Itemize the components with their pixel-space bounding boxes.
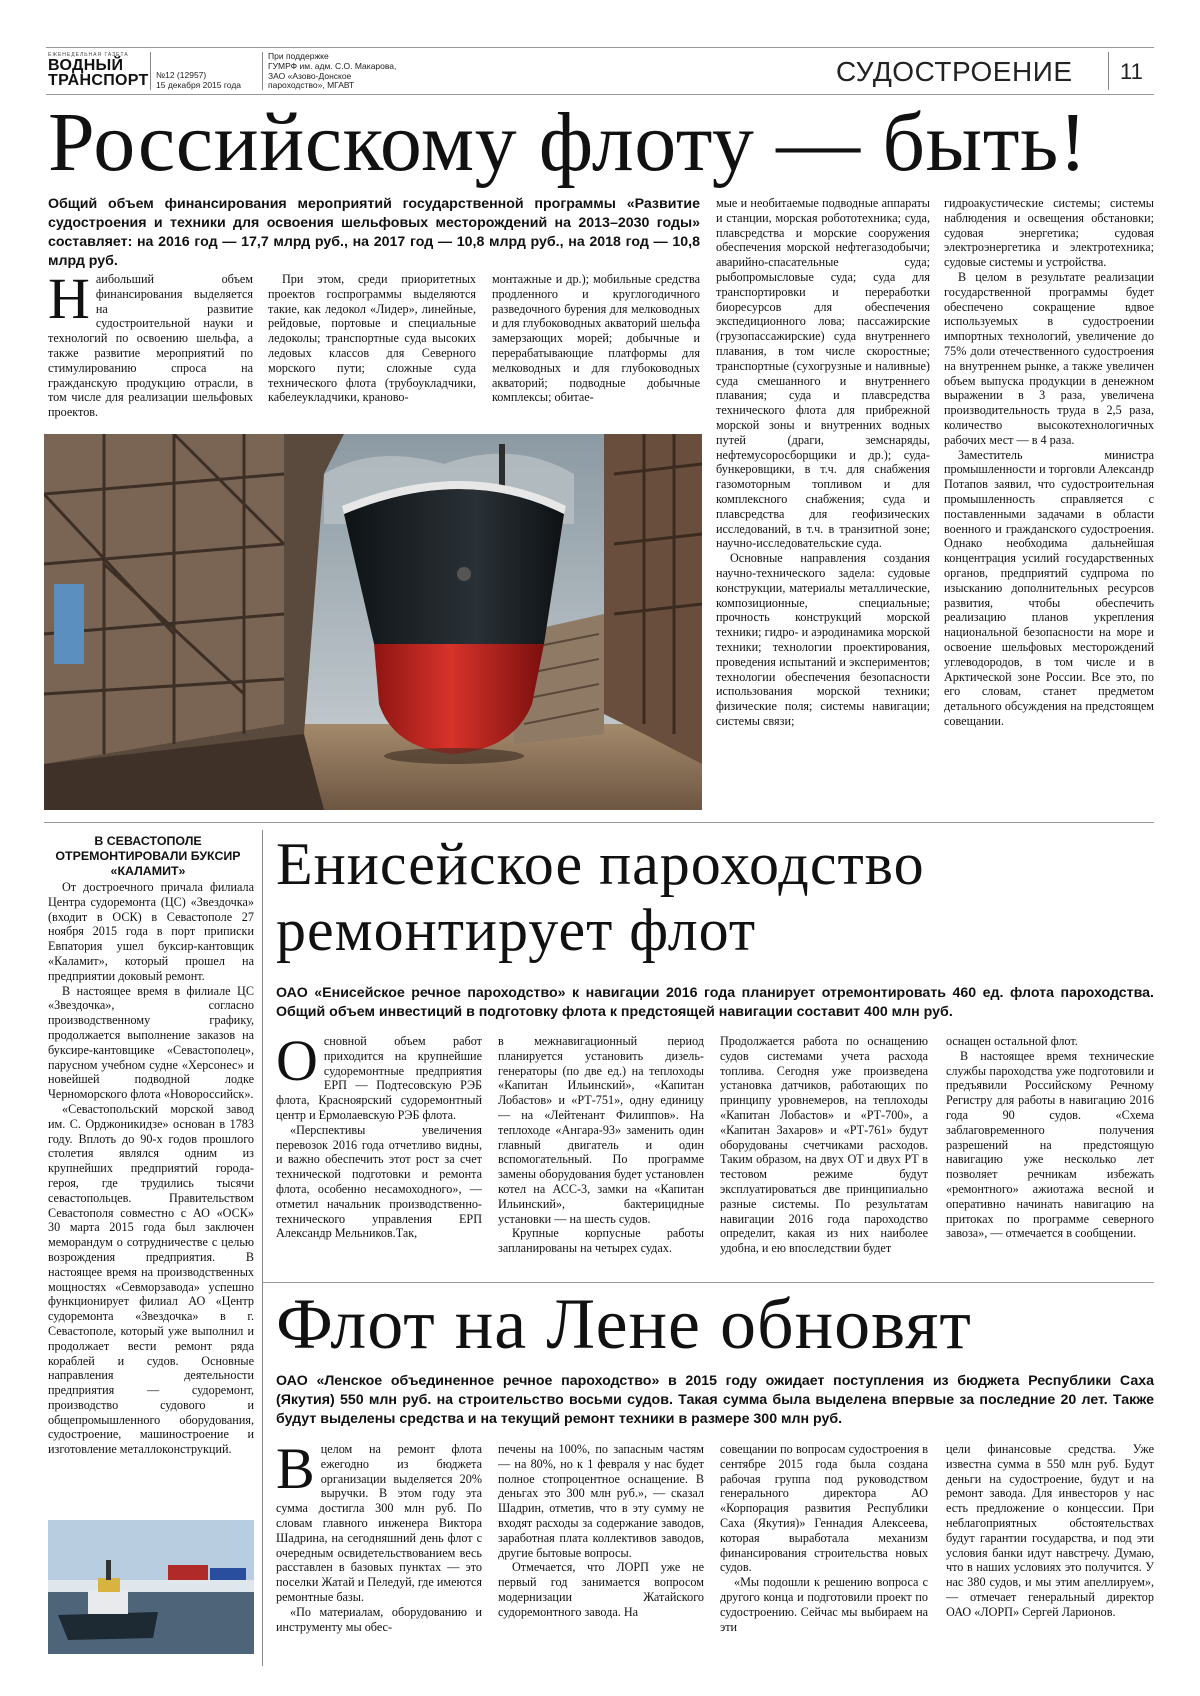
article2-text: Крупные корпусные работы запланированы на четырех судах. <box>498 1226 704 1256</box>
article1-lead: Общий объем финансирования мероприятий государственной программы «Развитие судостроения и техники для освоения шельфовых месторождений на 2013–2030 годы» составляет: на 2016 год — 17,7 млрд руб., на 2017 год — 10,8 млрд руб., на 2018 год — 10,8 млрд руб. <box>48 196 700 269</box>
support-line: ЗАО «Азово-Донское <box>268 70 352 81</box>
issue-info <box>156 70 241 90</box>
article2-headline-line2: ремонтирует флот <box>276 897 757 963</box>
article3-col3 <box>720 1442 928 1668</box>
sidebar-divider <box>262 830 263 1666</box>
article2-text: Продолжается работа по оснащению судов системами учета расхода топлива. Сегодня уже произведена установка датчиков, работающих по принципу уровнемеров, на теплоходы «Капитан Лобастов» и «РТ-700», а «Капитан Захаров» и «РТ-761» будут оборудованы счетчиками расходов. Таким образом, на двух ОТ и двух РТ в тестовом режиме будут эксплуатироваться две принципиально разные системы. По результатам навигации 2016 года пароходство определит, какая из них наиболее удобна, и ею впоследствии будет <box>720 1034 928 1256</box>
support-info <box>268 52 396 91</box>
article3-text: целом на ремонт флота ежегодно из бюджета организации выделяется 20% выручки. В этом году эта сумма достигла 300 млн руб. По словам главного инженера Виктора Шадрина, на сегодняшний день флот с очередным освидетельствованием весь расставлен в базовых пунктах — это поселки Жатай и Пеледуй, где имеются ремонтные базы. <box>276 1442 482 1604</box>
article2-text: в межнавигационный период планируется установить дизель-генераторы (по две ед.) на теплоходы «Капитан Ильинский», «Капитан Лобастов» и «РТ-751», одну единицу — на «Лейтенант Филиппов». На теплоходе «Ангара-93» заменить один главный двигатель и один вспомогательный. По программе замены оборудования будет установлен котел на АСС-3, замки на «Капитан Ильинский», бактерицидные установки — на шесть судов. <box>498 1034 704 1226</box>
article1-text: При этом, среди приоритетных проектов госпрограммы выделяются такие, как ледокол «Лидер», линейные, рейдовые, портовые и специальные ледоколы; транспортные суда высоких ледовых классов для Северного морского пути; сложные суда технического флота (трубоукладчики, кабелеукладчики, краново- <box>268 272 476 405</box>
support-title: При поддержке <box>268 51 329 61</box>
article1-text: В целом в результате реализации государственной программы будет обеспечено сокращение вдвое используемых в судостроении импортных технологий, увеличение до 75% доли отечественного судостроения на внутреннем рынке, а также увеличен объем выпуска продукции в денежном выражении в 3 раза, увеличена производительность труда в 2,5 раза, количество высокотехнологичных рабочих мест — в 4 раза. <box>944 269 1154 447</box>
tugboat-image <box>48 1520 254 1654</box>
dropcap: В <box>276 1442 315 1501</box>
article1-text: Заместитель министра промышленности и торговли Александр Потапов заявил, что судостроительная промышленность справляется с поставленными задачами в области военного и гражданского судостроения. Однако необходима дальнейшая концентрация усилий государственных органов, предприятий судпрома по изысканию дополнительных ресурсов развития, чтобы обеспечить реализацию планов укрепления национальной безопасности на море и освоение шельфовых месторождений углеводородов, в том числе и в Арктической зоне России. Все это, по его словам, станет предметом детального обсуждения на предстоящем совещании. <box>944 447 1154 728</box>
article1-text: Основные направления создания научно-технического задела: судовые конструкции, материалы металлические, композиционные, специальные; прочность конструкций морской техники; гидро- и аэродинамика морской техники; технологии проектирования, проведения испытаний и экспериментов; технологии обеспечения безопасности использования морской техники; физические поля; системы навигации; системы связи; <box>716 551 930 728</box>
article2-text: «Перспективы увеличения перевозок 2016 года отчетливо видны, и важно обеспечить этот рост за счет технической подготовки и ремонта флота, особенно несамоходного», — отметил начальник производственно-технического управления ЕРП Александр Мельников.Так, <box>276 1122 482 1241</box>
section-title: СУДОСТРОЕНИЕ <box>836 56 1073 87</box>
top-rule <box>46 47 1154 48</box>
ship-drydock-photo <box>44 434 702 810</box>
article2-col1 <box>276 1034 482 1270</box>
support-line: ГУМРФ им. адм. С.О. Макарова, <box>268 60 397 71</box>
article2-text: сновной объем работ приходится на крупнейшие судоремонтные предприятия ЕРП — Подтесовскую РЭБ флота, Красноярский судоремонтный центр и Ермолаевскую РЭБ флота. <box>276 1034 482 1122</box>
article2-text: В настоящее время технические службы пароходства уже подготовили и предъявили Российскому Речному Регистру для работы в навигацию 2016 года 90 судов. «Схема заблаговременного получения разрешений на предстоящую навигацию уже несколько лет позволяет речникам избежать «ремонтного» ажиотажа весной и оперативно начинать навигацию на притоках по программе северного завоза», — отмечается в сообщении. <box>946 1048 1154 1241</box>
article3-headline: Флот на Лене обновят <box>276 1284 972 1364</box>
masthead-divider <box>262 52 263 90</box>
sidebar-title: В СЕВАСТОПОЛЕ ОТРЕМОНТИРОВАЛИ БУКСИР «КАЛАМИТ» <box>55 834 241 878</box>
article3-text: печены на 100%, по запасным частям — на 80%, но к 1 февраля у нас будет полное стопроцентное оснащение. В деньгах это 300 млн руб.», — сказал Шадрин, отметив, что в эту сумму не входят расходы за содержание заводов, заработная плата коллективов заводов, другие бытовые вопросы. <box>498 1442 704 1560</box>
article3-col4 <box>946 1442 1154 1668</box>
article1-headline: Российскому флоту — быть! <box>48 96 1088 189</box>
article3-text: Отмечается, что ЛОРП уже не первый год занимается вопросом модернизации Жатайского судоремонтного завода. На <box>498 1560 704 1619</box>
article2-lead: ОАО «Енисейское речное пароходство» к навигации 2016 года планирует отремонтировать 460 ед. флота пароходства. Общий объем инвестиций в подготовку флота к предстоящей навигации составит 400 млн руб. <box>276 985 1154 1020</box>
logo-line2: ТРАНСПОРТ <box>48 72 149 89</box>
section-separator <box>262 1282 1154 1283</box>
article1-col4 <box>716 196 930 810</box>
sidebar-text <box>48 880 254 1512</box>
article3-text: цели финансовые средства. Уже известна сумма в 550 млн руб. Будут деньги на судостроение, будут и на ремонт завода. Для инвесторов у нас есть предложение о концессии. При неблагоприятных обстоятельствах будут гарантии государства, и под эти условия банки идут навстречу. Думаю, что в наших условиях это получится. У нас 380 судов, и мы этим апеллируем», — отмечает генеральный директор ОАО «ЛОРП» Сергей Ларионов. <box>946 1442 1154 1619</box>
dropcap: О <box>276 1034 318 1093</box>
issue-number: №12 (12957) <box>156 70 207 80</box>
page-number: 11 <box>1120 59 1143 84</box>
article3-text: совещании по вопросам судостроения в сентябре 2015 года была создана рабочая группа под руководством генерального директора АО «Корпорация развития Республики Саха (Якутия)» Геннадия Алексеева, которая выработала механизм финансирования строительства новых судов. <box>720 1442 928 1575</box>
article3-text: «По материалам, оборудованию и инструменту мы обес- <box>276 1604 482 1634</box>
logo-line1: ВОДНЫЙ <box>48 57 124 74</box>
article2-headline-line1: Енисейское пароходство <box>276 831 925 897</box>
sidebar-paragraph: От достроечного причала филиала Центра судоремонта (ЦС) «Звездочка» (входит в ОСК) в Севастополе 27 ноября 2015 года в порт приписки Евпатория ушел буксир-кантовщик «Каламит», который прошел на предприятии доковый ремонт. <box>48 880 254 983</box>
logo-small-text: ЕЖЕНЕДЕЛЬНАЯ ГАЗЕТА <box>48 52 129 58</box>
article1-col3 <box>492 272 700 420</box>
article2-text: оснащен остальной флот. <box>946 1034 1078 1048</box>
article3-col1 <box>276 1442 482 1668</box>
article1-col2 <box>268 272 476 420</box>
ship-drydock-image <box>44 434 702 810</box>
article1-text: монтажные и др.); мобильные средства продленного и круглогодичного разведочного бурения для мелководных и для глубоководных акваторий шельфа замерзающих морей; добычные и перерабатывающие платформы для мелководных и для глубоководных акваторий; подводные добычные комплексы; обитае- <box>492 272 700 405</box>
section-separator <box>44 822 1154 823</box>
article2-col3 <box>720 1034 928 1270</box>
article1-text: мые и необитаемые подводные аппараты и станции, морская робототехника; суда, плавсредства и морские сооружения обеспечения морской нефтегазодобычи; аварийно-спасательные суда; рыбопромысловые суда; суда для транспортировки и переработки биоресурсов для обеспечения экспедиционного лова; пассажирские (грузопассажирские) суда внутреннего плавания, в том числе скоростные; транспортные (сухогрузные и наливные) суда смешанного и внутреннего плавания; суда и плавсредства технического флота для прибрежной морской зоны и внутренних водных путей (драги, земснаряды, нефтемусоросборщики и др.); суда-бункеровщики, в т.ч. для снабжения газомоторным топливом и для комплексного снабжения; суда и плавсредства для геофизических исследований, в т.ч. в транзитной зоне; научно-исследовательские суда. <box>716 196 930 551</box>
article1-col5 <box>944 196 1154 810</box>
logo <box>48 52 149 89</box>
article1-text: аибольший объем финансирования выделяется на развитие судостроительной науки и технологий по освоению шельфа, а также развитие мероприятий по стимулированию спроса на гражданскую продукцию отрасли, в том числе для реализации шельфовых проектов. <box>48 272 253 420</box>
masthead-divider <box>150 52 151 90</box>
article1-col1 <box>48 272 253 420</box>
article3-text: «Мы подошли к решению вопроса с другого конца и подготовили проект по судостроению. Сейчас мы выбираем на эти <box>720 1575 928 1634</box>
masthead-divider <box>1108 52 1109 90</box>
article3-col2 <box>498 1442 704 1668</box>
article2-col4 <box>946 1034 1154 1270</box>
tugboat-photo <box>48 1520 254 1654</box>
sidebar-paragraph: «Севастопольский морской завод им. С. Орджоникидзе» основан в 1783 году. Вплоть до 90-х годов прошлого столетия являлся одним из крупнейших предприятий города-героя, где трудились тысячи севастопольцев. Правительством Севастополя совместно с АО «ОСК» 30 марта 2015 года был заключен меморандум о сотрудничестве с целью возрождения предприятия. В настоящее время на производственных мощностях «Севморзавода» успешно функционирует филиал АО «Центр судоремонта «Звездочка» в г. Севастополе, который уже выполнил и продолжает вести ремонт ряда кораблей и судов. Основные направления деятельности предприятия — судоремонт, производство судового и общепромышленного оборудования, судостроение, машиностроение и изготовление металлоконструкций. <box>48 1101 254 1457</box>
dropcap: Н <box>48 272 90 331</box>
masthead-bottom-rule <box>46 94 1154 95</box>
issue-date: 15 декабря 2015 года <box>156 80 242 90</box>
sidebar-paragraph: В настоящее время в филиале ЦС «Звездочка», согласно производственному графику, продолжается выполнение заказов на буксире-кантовщике «Севастополец», парусном учебном судне «Херсонес» и новейшей подводной лодке Черноморского флота «Новороссийск». <box>48 983 254 1102</box>
support-line: пароходство», МГАВТ <box>268 80 355 91</box>
article1-text: гидроакустические системы; системы наблюдения и освещения обстановки; судовая энергетика; судовая электроэнергетика и электротехника; судовые системы и устройства. <box>944 196 1154 270</box>
article2-col2 <box>498 1034 704 1270</box>
article3-lead: ОАО «Ленское объединенное речное пароходство» в 2015 году ожидает поступления из бюджета Республики Саха (Якутия) 550 млн руб. на строительство восьми судов. Такая сумма была выделена впервые за последние 20 лет. Также будут выделены средства и на текущий ремонт техники в размере 300 млн руб. <box>276 1373 1154 1427</box>
